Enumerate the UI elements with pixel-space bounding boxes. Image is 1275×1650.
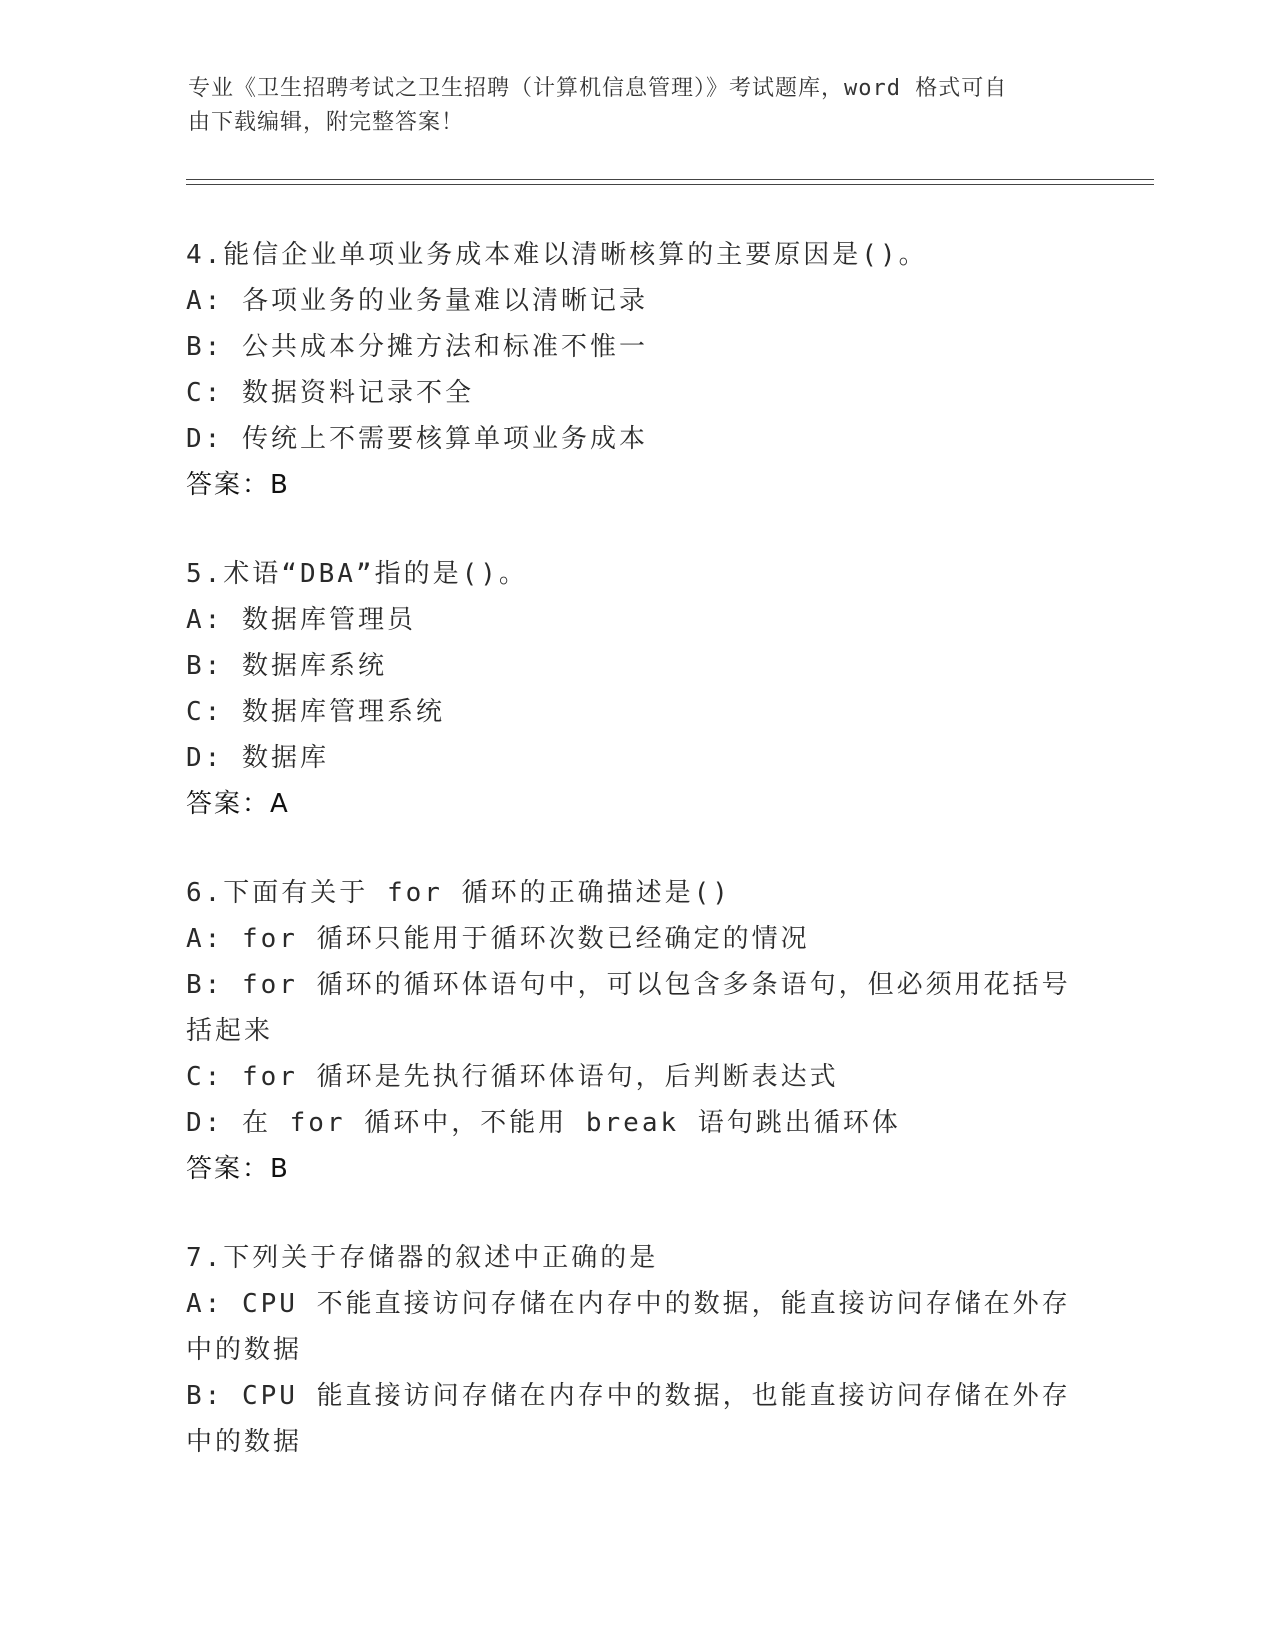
header-divider-top [186,179,1154,180]
option-c: C: 数据库管理系统 [186,697,445,727]
header-line-1: 专业《卫生招聘考试之卫生招聘（计算机信息管理）》考试题库，word 格式可自 [188,76,1008,101]
answer-label: 答案：B [186,470,290,500]
question-5 [186,551,1086,827]
header-divider-bottom [186,184,1154,185]
option-a: A: 各项业务的业务量难以清晰记录 [186,286,648,316]
option-b: B: CPU 能直接访问存储在内存中的数据，也能直接访问存储在外存中的数据 [186,1381,1071,1457]
option-d: D: 传统上不需要核算单项业务成本 [186,424,648,454]
answer-label: 答案：A [186,789,290,819]
option-b: B: for 循环的循环体语句中，可以包含多条语句，但必须用花括号括起来 [186,970,1071,1046]
question-text: 4.能信企业单项业务成本难以清晰核算的主要原因是()。 [186,240,928,270]
answer-label: 答案：B [186,1154,290,1184]
question-text: 7.下列关于存储器的叙述中正确的是 [186,1243,659,1273]
option-b: B: 公共成本分摊方法和标准不惟一 [186,332,648,362]
question-list [186,232,1086,1508]
option-a: A: for 循环只能用于循环次数已经确定的情况 [186,924,810,954]
option-c: C: 数据资料记录不全 [186,378,474,408]
option-d: D: 在 for 循环中，不能用 break 语句跳出循环体 [186,1108,901,1138]
document-header [188,72,1068,140]
question-6 [186,870,1086,1192]
option-b: B: 数据库系统 [186,651,387,681]
question-7 [186,1235,1086,1465]
question-text: 5.术语“DBA”指的是()。 [186,559,528,589]
question-4 [186,232,1086,508]
option-c: C: for 循环是先执行循环体语句，后判断表达式 [186,1062,839,1092]
question-text: 6.下面有关于 for 循环的正确描述是() [186,878,731,908]
option-d: D: 数据库 [186,743,329,773]
option-a: A: CPU 不能直接访问存储在内存中的数据，能直接访问存储在外存中的数据 [186,1289,1071,1365]
option-a: A: 数据库管理员 [186,605,416,635]
header-line-2: 由下载编辑，附完整答案！ [188,110,465,135]
